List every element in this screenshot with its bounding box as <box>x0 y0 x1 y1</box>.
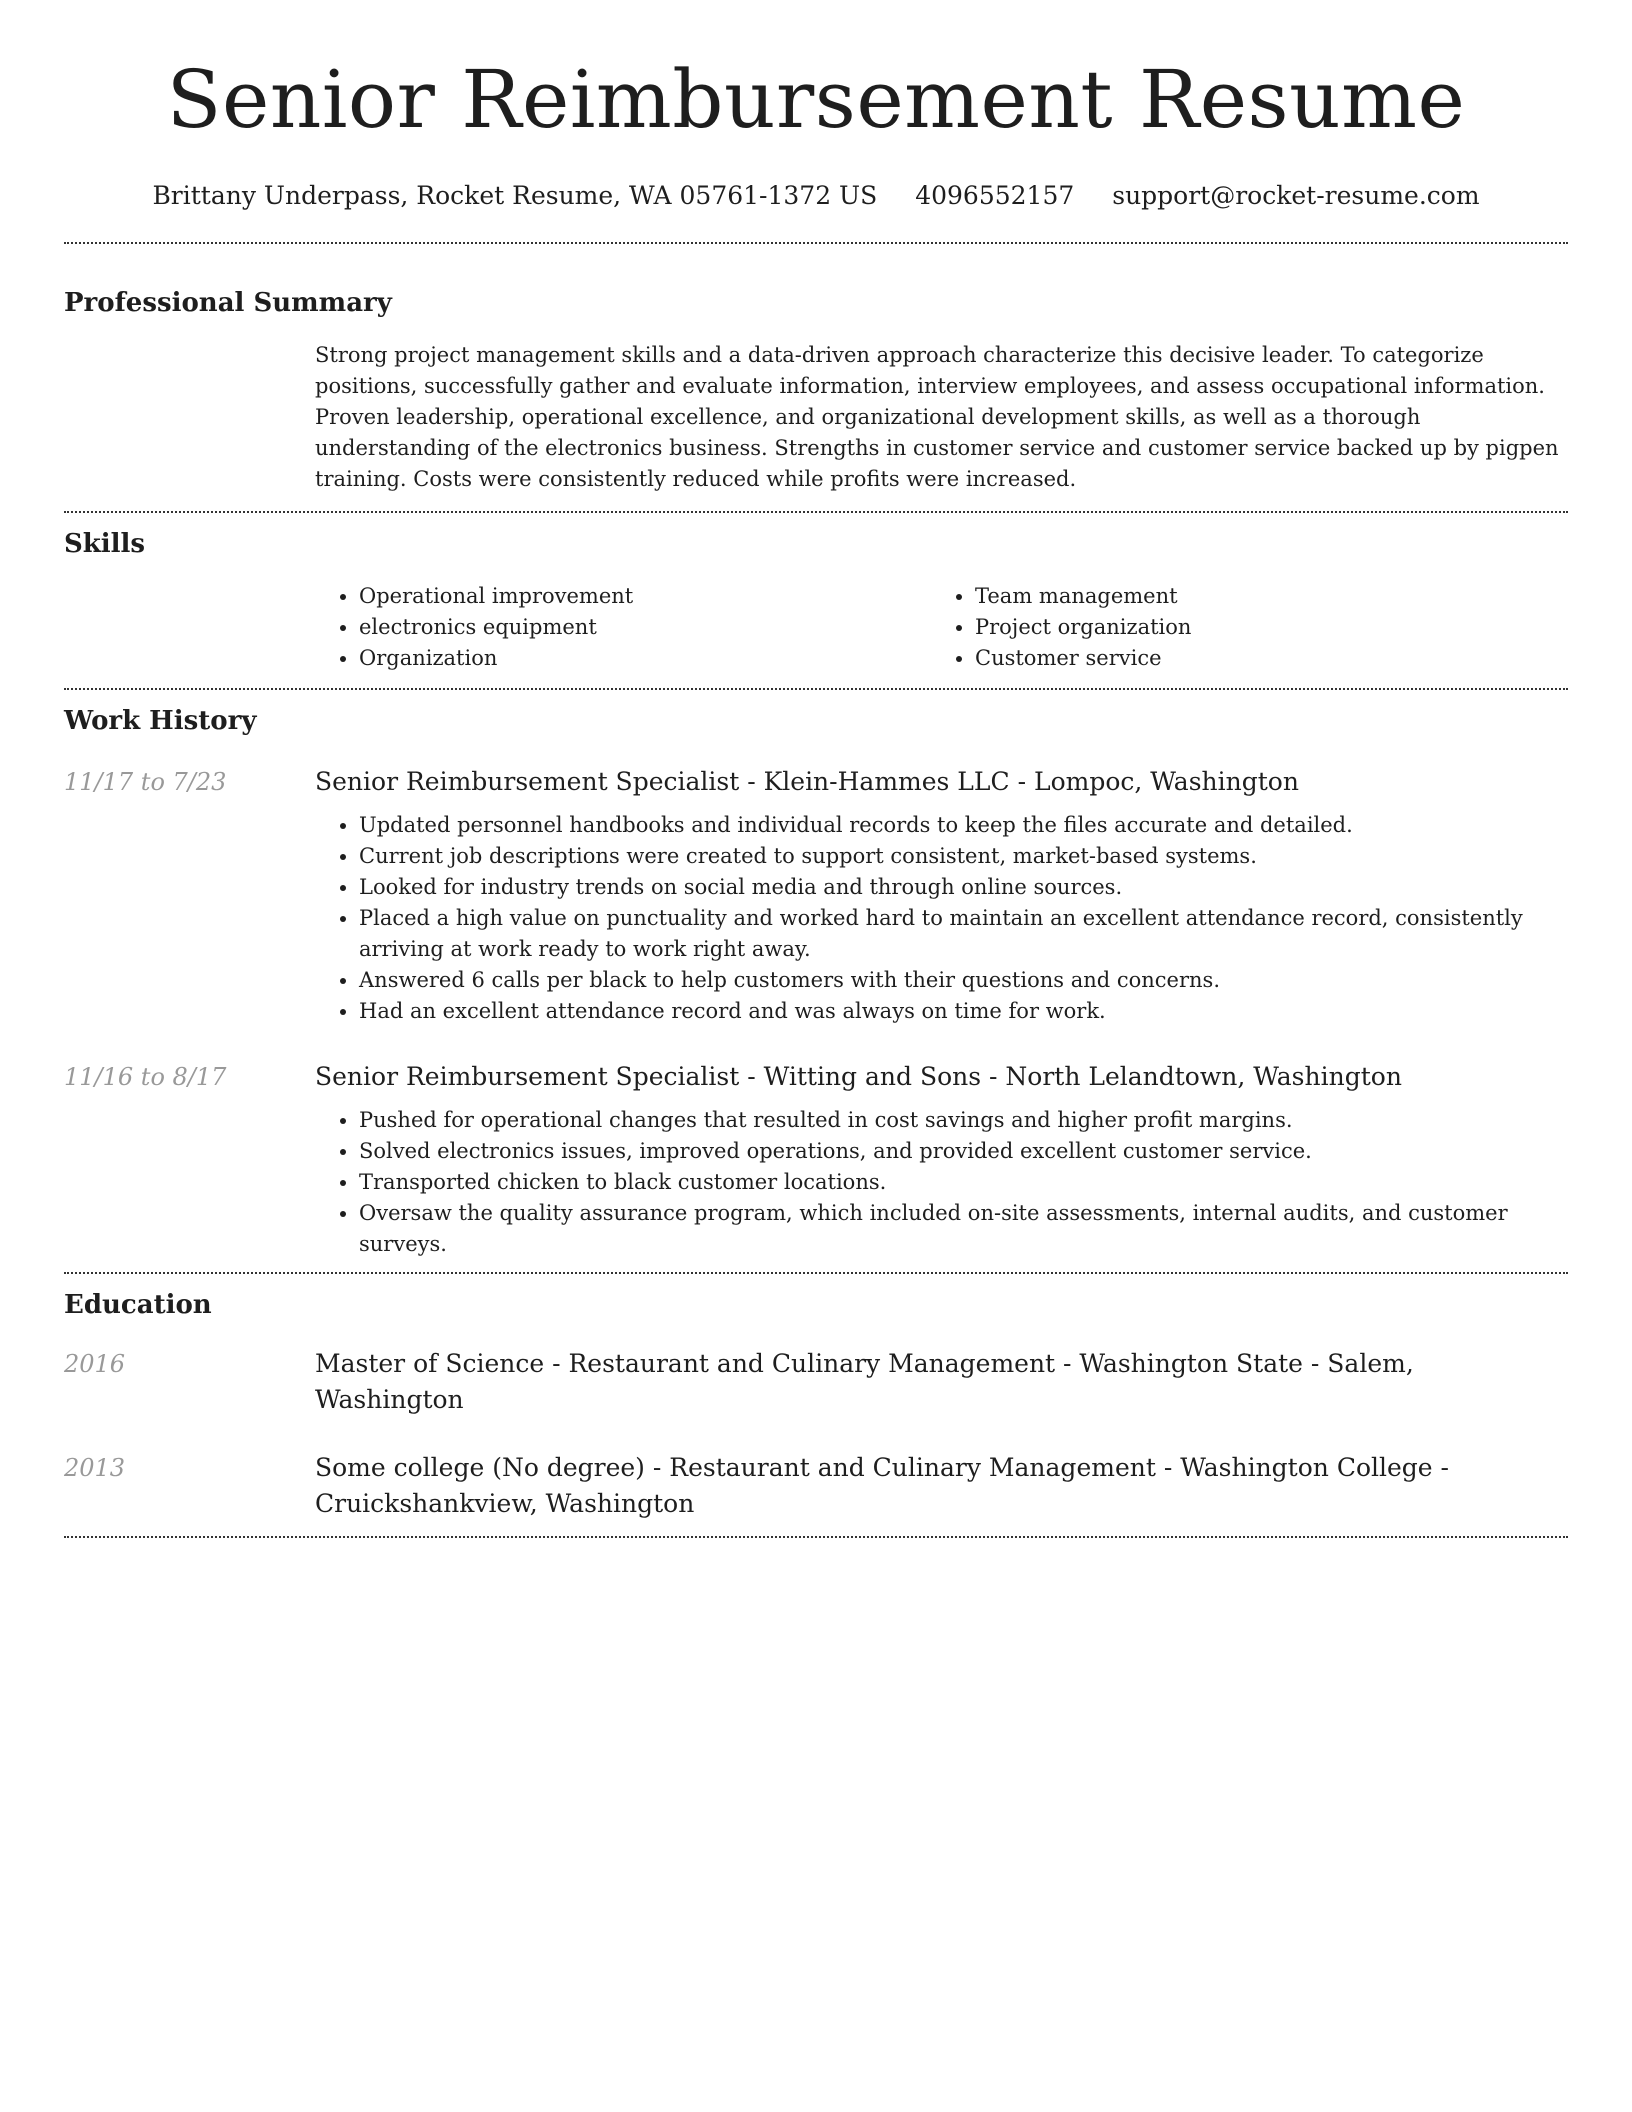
education-details <box>315 1450 1568 1522</box>
job-bullet: • Pushed for operational changes that resulted in cost savings and higher profit margins. <box>359 1105 1568 1136</box>
divider <box>64 511 1568 513</box>
section-heading-skills: Skills <box>64 529 146 559</box>
education-year: 2016 <box>64 1350 126 1378</box>
divider <box>64 688 1568 690</box>
education-text: Master of Science - Restaurant and Culinary Management - Washington State - Salem, Washington <box>315 1349 1414 1414</box>
job-details <box>315 1059 1568 1260</box>
skill-item: • Team management <box>975 581 1547 612</box>
skill-item: • Project organization <box>975 612 1547 643</box>
divider <box>64 242 1568 244</box>
skills-list <box>315 581 1568 674</box>
divider <box>64 1272 1568 1274</box>
summary-text: Strong project management skills and a data-driven approach characterize this decisive leader. To categorize positions, successfully gather and evaluate information, interview employees, and assess occupational information. Proven leadership, operational excellence, and organizational development skills, as well as a thorough understanding of the electronics business. Strengths in customer service and customer service backed up by pigpen training. Costs were consistently reduced while profits were increased. <box>315 343 1559 491</box>
job-bullet: • Oversaw the quality assurance program, which included on-site assessments, internal audits, and customer surveys. <box>359 1198 1568 1260</box>
job-title: Senior Reimbursement Specialist - Witting and Sons - North Lelandtown, Washington <box>315 1062 1402 1091</box>
skills-column-right <box>931 581 1547 674</box>
job-entry <box>64 764 1568 1027</box>
skill-item: • Customer service <box>975 643 1547 674</box>
job-bullet: • Looked for industry trends on social media and through online sources. <box>359 872 1568 903</box>
page-title: Senior Reimbursement Resume <box>166 53 1466 146</box>
education-entry <box>64 1346 1568 1418</box>
job-bullets <box>315 810 1568 1027</box>
job-bullet: • Answered 6 calls per black to help customers with their questions and concerns. <box>359 965 1568 996</box>
section-heading-education: Education <box>64 1290 212 1320</box>
skill-item: • electronics equipment <box>359 612 931 643</box>
education-entry <box>64 1450 1568 1522</box>
skill-item: • Organization <box>359 643 931 674</box>
job-bullet: • Current job descriptions were created to support consistent, market-based systems. <box>359 841 1568 872</box>
skill-item: • Operational improvement <box>359 581 931 612</box>
job-bullet: • Had an excellent attendance record and was always on time for work. <box>359 996 1568 1027</box>
section-heading-summary: Professional Summary <box>64 288 392 318</box>
job-bullet: • Solved electronics issues, improved operations, and provided excellent customer service. <box>359 1136 1568 1167</box>
job-dates: 11/16 to 8/17 <box>64 1063 227 1091</box>
job-bullets <box>315 1105 1568 1260</box>
job-bullet: • Placed a high value on punctuality and worked hard to maintain an excellent attendance record, consistently arriving at work ready to work right away. <box>359 903 1568 965</box>
job-dates: 11/17 to 7/23 <box>64 768 227 796</box>
contact-email: support@rocket-resume.com <box>1112 181 1480 210</box>
job-bullet: • Updated personnel handbooks and individual records to keep the files accurate and detailed. <box>359 810 1568 841</box>
divider <box>64 1536 1568 1538</box>
education-year: 2013 <box>64 1454 126 1482</box>
job-bullet: • Transported chicken to black customer locations. <box>359 1167 1568 1198</box>
contact-line <box>64 178 1568 214</box>
job-details <box>315 764 1568 1027</box>
job-entry <box>64 1059 1568 1260</box>
section-heading-work: Work History <box>64 706 257 736</box>
education-details <box>315 1346 1568 1418</box>
job-title: Senior Reimbursement Specialist - Klein-Hammes LLC - Lompoc, Washington <box>315 767 1299 796</box>
contact-address: Brittany Underpass, Rocket Resume, WA 05761-1372 US <box>152 181 878 210</box>
skills-column-left <box>315 581 931 674</box>
contact-phone: 4096552157 <box>915 181 1075 210</box>
education-text: Some college (No degree) - Restaurant and Culinary Management - Washington College - Cruickshankview, Washington <box>315 1453 1449 1518</box>
